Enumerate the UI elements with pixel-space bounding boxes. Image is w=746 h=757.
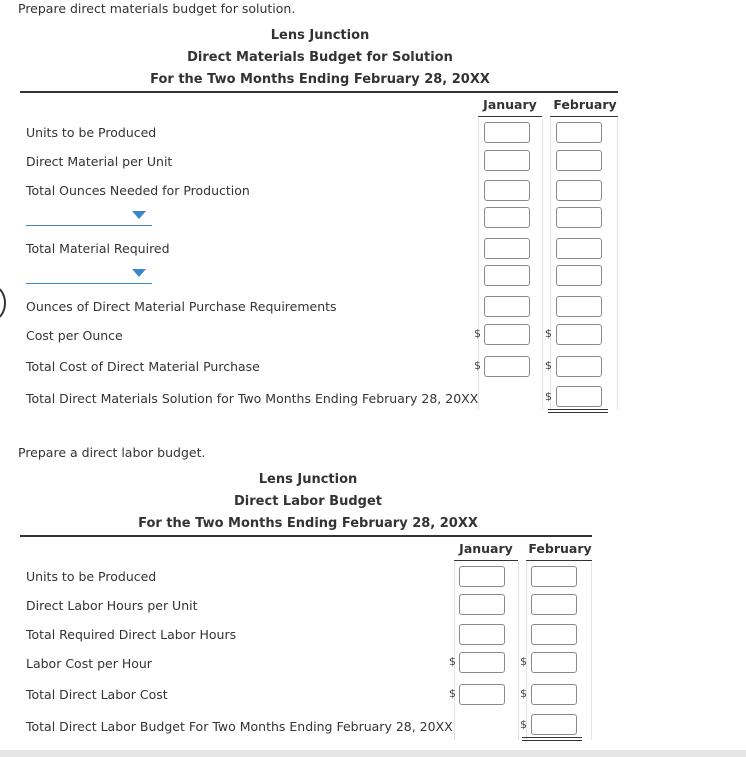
grid-line — [542, 118, 543, 410]
materials-col-january: January — [483, 97, 537, 112]
labor-feb-total-hours-input[interactable] — [531, 624, 577, 645]
labor-total-double-underline — [522, 737, 582, 741]
materials-col-february: February — [553, 97, 617, 112]
currency-symbol: $ — [474, 327, 481, 340]
labor-budget-title: Direct Labor Budget — [234, 494, 382, 509]
materials-jan-dropdown2-input[interactable] — [484, 265, 530, 286]
materials-row-purchase-req-label: Ounces of Direct Material Purchase Requirements — [26, 299, 337, 314]
labor-feb-units-input[interactable] — [531, 566, 577, 587]
materials-row-total-solution-label: Total Direct Materials Solution for Two Months Ending February 28, 20XX — [26, 391, 479, 406]
materials-feb-dropdown2-input[interactable] — [556, 265, 602, 286]
materials-row-units-label: Units to be Produced — [26, 125, 157, 140]
side-indicator-arc — [0, 286, 6, 320]
materials-prompt: Prepare direct materials budget for solution. — [18, 1, 296, 16]
materials-feb-total-cost-input[interactable] — [556, 356, 602, 377]
materials-row-total-material-label: Total Material Required — [26, 241, 170, 256]
materials-company-title: Lens Junction — [270, 28, 370, 43]
materials-col-february-underline — [550, 116, 618, 117]
materials-col-january-underline — [478, 116, 542, 117]
grid-line — [617, 118, 618, 410]
labor-jan-total-cost-input[interactable] — [459, 684, 505, 705]
materials-jan-total-ounces-input[interactable] — [484, 180, 530, 201]
labor-row-total-cost-label: Total Direct Labor Cost — [26, 687, 168, 702]
materials-jan-units-input[interactable] — [484, 122, 530, 143]
currency-symbol: $ — [449, 687, 456, 700]
labor-feb-cost-per-hour-input[interactable] — [531, 652, 577, 673]
materials-feb-total-ounces-input[interactable] — [556, 180, 602, 201]
materials-dropdown-2[interactable] — [26, 283, 152, 284]
materials-feb-material-per-unit-input[interactable] — [556, 150, 602, 171]
labor-feb-total-cost-input[interactable] — [531, 684, 577, 705]
currency-symbol: $ — [520, 655, 527, 668]
currency-symbol: $ — [520, 718, 527, 731]
grid-line — [526, 562, 527, 740]
materials-period-title: For the Two Months Ending February 28, 20XX — [150, 72, 490, 87]
labor-col-january-underline — [454, 560, 518, 561]
materials-jan-material-per-unit-input[interactable] — [484, 150, 530, 171]
labor-row-units-label: Units to be Produced — [26, 569, 157, 584]
materials-row-material-per-unit-label: Direct Material per Unit — [26, 154, 173, 169]
materials-jan-cost-per-ounce-input[interactable] — [484, 324, 530, 345]
materials-header-rule — [20, 91, 618, 93]
materials-feb-total-material-input[interactable] — [556, 238, 602, 259]
currency-symbol: $ — [545, 359, 552, 372]
materials-budget-title: Direct Materials Budget for Solution — [187, 50, 453, 65]
labor-jan-cost-per-hour-input[interactable] — [459, 652, 505, 673]
currency-symbol: $ — [545, 327, 552, 340]
materials-total-double-underline — [548, 409, 608, 413]
materials-jan-total-cost-input[interactable] — [484, 356, 530, 377]
chevron-down-icon[interactable] — [132, 211, 146, 219]
labor-row-total-hours-label: Total Required Direct Labor Hours — [26, 627, 237, 642]
labor-jan-hours-per-unit-input[interactable] — [459, 594, 505, 615]
materials-jan-purchase-req-input[interactable] — [484, 296, 530, 317]
materials-row-total-cost-label: Total Cost of Direct Material Purchase — [26, 359, 260, 374]
grid-line — [591, 562, 592, 740]
materials-jan-dropdown1-input[interactable] — [484, 207, 530, 228]
materials-dropdown-1[interactable] — [26, 225, 152, 226]
labor-total-budget-input[interactable] — [531, 714, 577, 735]
materials-row-total-ounces-label: Total Ounces Needed for Production — [26, 183, 250, 198]
labor-row-cost-per-hour-label: Labor Cost per Hour — [26, 656, 152, 671]
grid-line — [454, 562, 455, 740]
currency-symbol: $ — [474, 359, 481, 372]
materials-feb-units-input[interactable] — [556, 122, 602, 143]
chevron-down-icon[interactable] — [132, 269, 146, 277]
currency-symbol: $ — [520, 687, 527, 700]
labor-jan-units-input[interactable] — [459, 566, 505, 587]
currency-symbol: $ — [545, 390, 552, 403]
currency-symbol: $ — [449, 655, 456, 668]
materials-jan-total-material-input[interactable] — [484, 238, 530, 259]
labor-jan-total-hours-input[interactable] — [459, 624, 505, 645]
labor-row-total-budget-label: Total Direct Labor Budget For Two Months Ending February 28, 20XX — [26, 719, 453, 734]
labor-company-title: Lens Junction — [258, 472, 358, 487]
labor-col-february: February — [528, 541, 592, 556]
labor-col-february-underline — [526, 560, 592, 561]
materials-row-cost-per-ounce-label: Cost per Ounce — [26, 328, 123, 343]
grid-line — [518, 562, 519, 740]
labor-header-rule — [20, 535, 592, 537]
labor-feb-hours-per-unit-input[interactable] — [531, 594, 577, 615]
labor-prompt: Prepare a direct labor budget. — [18, 445, 206, 460]
labor-col-january: January — [459, 541, 513, 556]
materials-feb-purchase-req-input[interactable] — [556, 296, 602, 317]
horizontal-scrollbar[interactable] — [0, 750, 746, 757]
materials-total-solution-input[interactable] — [556, 386, 602, 407]
labor-period-title: For the Two Months Ending February 28, 20XX — [138, 516, 478, 531]
labor-row-hours-per-unit-label: Direct Labor Hours per Unit — [26, 598, 198, 613]
materials-feb-dropdown1-input[interactable] — [556, 207, 602, 228]
materials-feb-cost-per-ounce-input[interactable] — [556, 324, 602, 345]
